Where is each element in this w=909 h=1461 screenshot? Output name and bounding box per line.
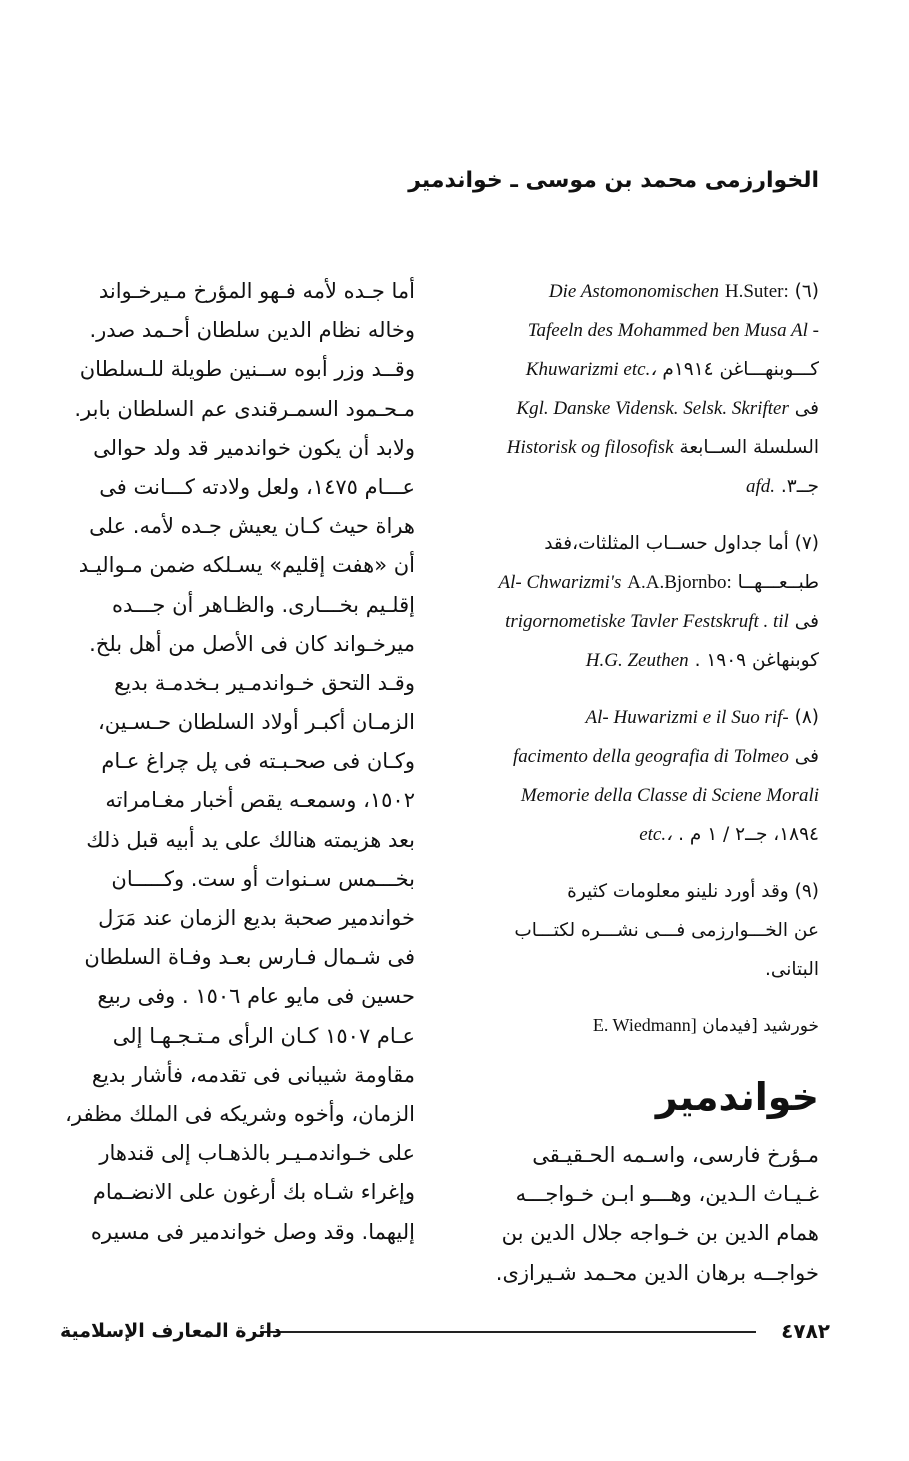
footnote-6 [459, 272, 819, 506]
footnote-latin-italic: Die Astomonomischen [548, 281, 719, 302]
body-line: بعد هزيمته هنالك على يد أبيه قبل ذلك [86, 827, 415, 852]
author-ar: خورشيد [فيدمان [702, 1016, 819, 1036]
footnote-line [459, 950, 819, 989]
body-line: وإغراء شـاه بك أرغون على الانضـمام [92, 1180, 415, 1205]
footnote-latin-italic: Al- Huwarizmi e il Suo rif- [585, 707, 789, 728]
body-line: خواندمير صحبة بديع الزمان عند مَرَل [98, 906, 415, 930]
body-line: وقـد التحق خـواندمـير بـخدمـة بديع [114, 670, 415, 695]
footnote-ar: طبــعـــهــا [737, 572, 819, 593]
page-number: ٤٧٨٢ [781, 1319, 830, 1343]
footnote-line [459, 563, 819, 602]
body-line: ولابد أن يكون خواندمير قد ولد حوالى [93, 435, 415, 460]
entry-line: خواجــه برهان الدين محـمد شـيرازى. [495, 1260, 819, 1285]
footnote-ar: السلسلة الســابعة [679, 437, 819, 458]
body-line: هراة حيث كـان يعيش جـده لأمه. على [89, 514, 415, 539]
body-line: مـحـمود السمـرقندى عم السلطان بابر. [74, 396, 415, 421]
footer-rule [260, 1331, 756, 1333]
body-line: حسين فى مايو عام ١٥٠٦ . وفى ربيع [97, 984, 415, 1009]
body-line: فى شـمال فـارس بعـد وفـاة السلطان [84, 945, 415, 970]
entry-line: غـيـاث الـدين، وهـــو ابـن خـواجـــه [515, 1182, 819, 1207]
footnote-ar: كـــوبنهـــاغن ١٩١٤م [662, 359, 819, 380]
body-line: إقلـيم بخـــارى. والظـاهر أن جـــده [111, 592, 415, 617]
footnote-latin: A.A.Bjornbo: [627, 572, 732, 593]
footnote-ar: (٩) وقد أورد نلينو معلومات كثيرة [567, 881, 819, 902]
left-column [55, 272, 415, 1252]
footnote-ar: (٨) [794, 707, 819, 728]
footnote-line [459, 737, 819, 776]
entry-line: مـؤرخ فارسى، واسـمه الحـقيـقى [532, 1143, 819, 1167]
footnote-line [459, 389, 819, 428]
publication-title: دائرة المعارف الإسلامية [60, 1320, 282, 1342]
footnote-latin: H.Suter: [724, 281, 789, 302]
footnote-latin-italic: Tafeeln des Mohammed ben Musa Al - [527, 320, 819, 341]
body-line: الزمان، وأخوه وشريكه فى الملك مظفر، [65, 1101, 415, 1126]
body-line: مقاومة شيبانى فى تقدمه، فأشار بديع [91, 1062, 415, 1087]
entry-title: خواندمير [655, 1075, 819, 1119]
footnote-latin-italic: Historisk og filosofisk [506, 437, 674, 458]
footnote-7 [459, 524, 819, 680]
footnote-line [459, 350, 819, 389]
footnote-ar: عن الخـــوارزمى فـــى نشـــره لكتـــاب [514, 920, 819, 941]
footnote-ar: جــ٣. [780, 476, 819, 497]
footnote-ar: البتانى. [764, 959, 819, 980]
body-line: ميرخـواند كان فى الأصل من أهل بلخ. [89, 631, 415, 656]
footnote-line [459, 872, 819, 911]
body-line: عـام ١٥٠٧ كـان الرأى مـتـجـهـا إلى [112, 1023, 415, 1048]
entry-intro [459, 1136, 819, 1293]
body-line: وخاله نظام الدين سلطان أحـمد صدر. [89, 318, 415, 343]
right-column [459, 272, 819, 1293]
footnote-line [459, 311, 819, 350]
footnote-ar: فى [794, 746, 819, 767]
footnote-ar: فى [794, 611, 819, 632]
footnote-latin-italic: afd. [745, 476, 775, 497]
footnote-line [459, 776, 819, 815]
body-line: على خـواندمـيـر بالذهـاب إلى قندهار [99, 1141, 415, 1166]
footnote-line [459, 815, 819, 854]
footnote-line [459, 641, 819, 680]
footnote-line [459, 911, 819, 950]
footnote-latin-italic: facimento della geografia di Tolmeo [513, 746, 789, 767]
body-line: ١٥٠٢، وسمعـه يقص أخبار مغـامراته [105, 788, 415, 813]
body-line: وقــد وزر أبوه ســنين طويلة للـسلطان [79, 357, 415, 382]
body-line: عـــام ١٤٧٥، ولعل ولادته كـــانت فى [99, 474, 415, 499]
footnote-line [459, 272, 819, 311]
body-line: إليهما. وقد وصل خواندمير فى مسيره [90, 1219, 415, 1244]
footnote-8 [459, 698, 819, 854]
running-header: الخوارزمى محمد بن موسى ـ خواندمير [408, 168, 819, 193]
footnote-ar: فى [794, 398, 819, 419]
footnote-line [459, 524, 819, 563]
footnote-ar: (٦) [794, 281, 819, 302]
footnote-latin-italic: H.G. Zeuthen [585, 650, 689, 671]
footnote-latin-italic: Al- Chwarizmi's [498, 572, 622, 593]
article-author [459, 1007, 819, 1044]
footnote-line [459, 602, 819, 641]
footnote-latin-italic: Khuwarizmi etc.، [525, 359, 657, 380]
body-line: الزمـان أكبـر أولاد السلطان حـسـين، [97, 710, 415, 735]
footnote-ar: (٧) أما جداول حســاب المثلثات،فقد [544, 533, 819, 554]
page-footer [60, 1316, 830, 1346]
entry-line: همام الدين بن خـواجه جلال الدين بن [501, 1221, 819, 1246]
body-line: بخـــمس سـنوات أو ست. وكـــــان [111, 866, 415, 891]
body-line: أن «هفت إقليم» يسـلكه ضمن مـواليـد [78, 553, 415, 578]
body-line: أما جـده لأمه فـهو المؤرخ مـيرخـواند [98, 279, 415, 303]
footnote-latin-italic: Kgl. Danske Vidensk. Selsk. Skrifter [516, 398, 789, 419]
author-latin: E. Wiedmann] [592, 1015, 697, 1035]
footnote-latin-italic: etc.، [639, 824, 673, 845]
footnote-9 [459, 872, 819, 989]
footnote-ar: كوبنهاغن ١٩٠٩ . [694, 650, 819, 671]
footnote-latin-italic: Memorie della Classe di Sciene Morali [520, 785, 819, 806]
footnote-line [459, 428, 819, 467]
footnote-ar: ١٨٩٤، جــ٢ / ١ م . [678, 824, 819, 845]
footnote-line [459, 698, 819, 737]
body-line: وكـان فى صحـبـته فى پل چراغ عـام [101, 749, 415, 774]
footnote-line [459, 467, 819, 506]
footnote-latin-italic: trigornometiske Tavler Festskruft . til [505, 611, 789, 632]
